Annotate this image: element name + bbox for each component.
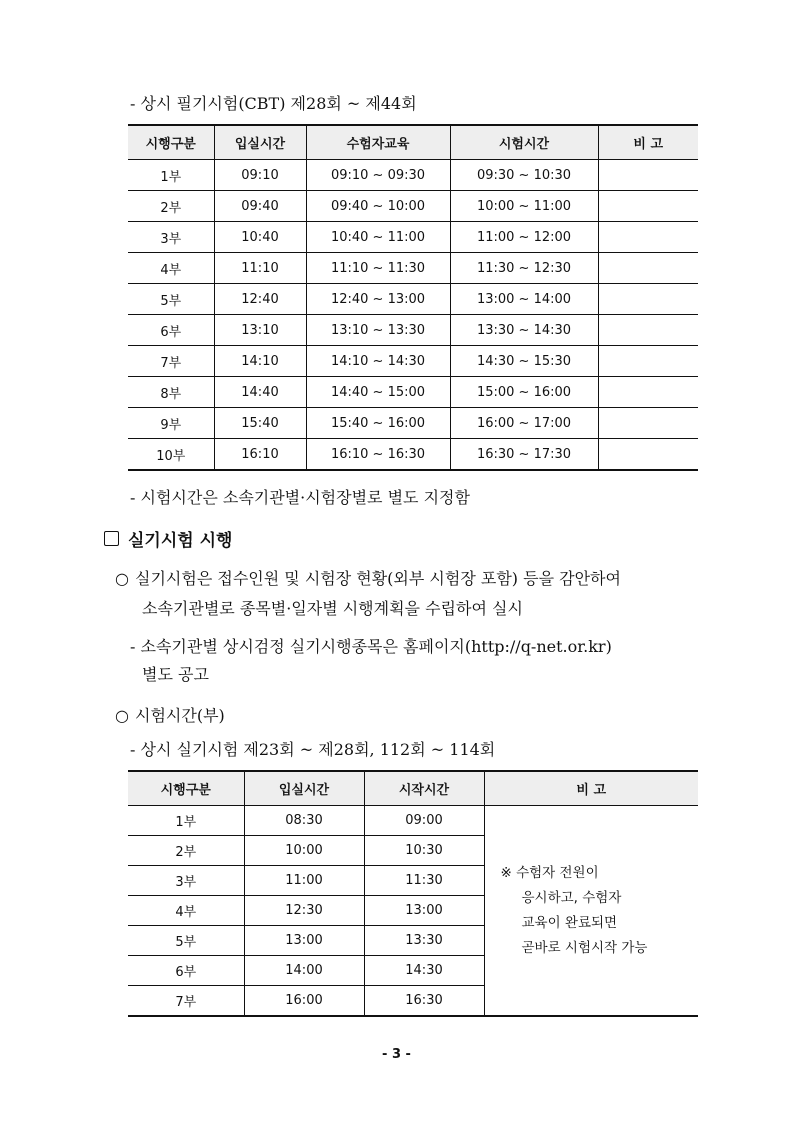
table-cell: 4부: [128, 253, 214, 284]
table-cell: 10부: [128, 439, 214, 471]
bullet-1-line2: 소속기관별로 종목별·일자별 시행계획을 수립하여 실시: [142, 599, 523, 618]
header-entry-time: 입실시간: [244, 771, 364, 806]
table-cell: 12:40: [214, 284, 306, 315]
table-cell: [598, 377, 698, 408]
table-cell: 8부: [128, 377, 214, 408]
table-cell: 14:40: [214, 377, 306, 408]
cbt-subtitle: - 상시 필기시험(CBT) 제28회 ~ 제44회: [130, 94, 417, 113]
table-cell: 15:40 ~ 16:00: [306, 408, 450, 439]
bullet-1-line1: 실기시험은 접수인원 및 시험장 현황(외부 시험장 포함) 등을 감안하여: [135, 569, 621, 588]
table-cell: 16:10 ~ 16:30: [306, 439, 450, 471]
table-cell: 11:10: [214, 253, 306, 284]
table-cell: 14:30 ~ 15:30: [450, 346, 598, 377]
table-cell: 09:40 ~ 10:00: [306, 191, 450, 222]
table-cell: 10:40 ~ 11:00: [306, 222, 450, 253]
table-cell: 11:00: [244, 866, 364, 896]
header-entry-time: 입실시간: [214, 125, 306, 160]
section-heading: [104, 526, 232, 551]
table-cell: 1부: [128, 160, 214, 191]
table-cell: 10:00 ~ 11:00: [450, 191, 598, 222]
cbt-note: - 시험시간은 소속기관별·시험장별로 별도 지정함: [130, 488, 470, 507]
table-cell: 3부: [128, 222, 214, 253]
table-cell: 15:40: [214, 408, 306, 439]
table-cell: [598, 439, 698, 471]
table-cell: 5부: [128, 926, 244, 956]
table-cell: [598, 346, 698, 377]
table-cell: 13:30: [364, 926, 484, 956]
table-cell: 10:30: [364, 836, 484, 866]
header-session: 시행구분: [128, 771, 244, 806]
table-cell: 10:00: [244, 836, 364, 866]
table-cell: 11:30: [364, 866, 484, 896]
table-row: [128, 253, 698, 284]
table-cell: 16:00 ~ 17:00: [450, 408, 598, 439]
table-cell: 11:30 ~ 12:30: [450, 253, 598, 284]
table-row: [128, 284, 698, 315]
circle-bullet-icon: ○: [115, 706, 129, 725]
table-cell: [598, 315, 698, 346]
bullet-2: [115, 703, 225, 726]
table-cell: 13:10: [214, 315, 306, 346]
table-cell: [598, 408, 698, 439]
table-cell: 09:40: [214, 191, 306, 222]
table-cell: 2부: [128, 191, 214, 222]
page-number: - 3 -: [382, 1047, 411, 1062]
remark-line: 곧바로 시험시작 가능: [521, 939, 648, 956]
table-header-row: [128, 125, 698, 160]
table-cell: 16:00: [244, 986, 364, 1017]
bullet-2-text: 시험시간(부): [135, 706, 225, 725]
table-cell: [598, 160, 698, 191]
table-cell: [598, 222, 698, 253]
practical-schedule-table: [128, 770, 698, 1017]
table-cell: 14:10 ~ 14:30: [306, 346, 450, 377]
header-orientation: 수험자교육: [306, 125, 450, 160]
remarks-cell: [484, 806, 698, 1017]
table-cell: 13:00: [244, 926, 364, 956]
circle-bullet-icon: ○: [115, 569, 129, 588]
table-cell: 4부: [128, 896, 244, 926]
table-cell: 13:00 ~ 14:00: [450, 284, 598, 315]
header-session: 시행구분: [128, 125, 214, 160]
table-row: [128, 806, 698, 836]
table-row: [128, 408, 698, 439]
square-bullet-icon: [104, 531, 119, 546]
table-cell: 6부: [128, 956, 244, 986]
table-row: [128, 346, 698, 377]
table-cell: 16:10: [214, 439, 306, 471]
table-row: [128, 377, 698, 408]
sub-item-1-line2: 별도 공고: [142, 665, 209, 684]
remark-line: 교육이 완료되면: [521, 914, 618, 931]
table-cell: 7부: [128, 986, 244, 1017]
table-cell: 11:10 ~ 11:30: [306, 253, 450, 284]
cbt-schedule-table: [128, 124, 698, 471]
table-row: [128, 191, 698, 222]
bullet-1: [115, 566, 621, 589]
sub-item-1-line1: - 소속기관별 상시검정 실기시행종목은 홈페이지(http://q-net.or.kr): [130, 637, 612, 656]
table-row: [128, 222, 698, 253]
table-cell: [598, 253, 698, 284]
table-cell: 15:00 ~ 16:00: [450, 377, 598, 408]
section-heading-text: 실기시험 시행: [128, 531, 233, 551]
remark-line: 응시하고, 수험자: [521, 889, 622, 906]
table-cell: 09:00: [364, 806, 484, 836]
header-remarks: 비 고: [598, 125, 698, 160]
table-cell: 9부: [128, 408, 214, 439]
table-cell: 6부: [128, 315, 214, 346]
practical-subtitle: - 상시 실기시험 제23회 ~ 제28회, 112회 ~ 114회: [130, 740, 496, 759]
table-cell: 14:10: [214, 346, 306, 377]
remark-line: ※ 수험자 전원이: [500, 864, 599, 881]
table-cell: 14:00: [244, 956, 364, 986]
table-cell: 14:40 ~ 15:00: [306, 377, 450, 408]
table-cell: 2부: [128, 836, 244, 866]
table-cell: 11:00 ~ 12:00: [450, 222, 598, 253]
table-cell: 12:40 ~ 13:00: [306, 284, 450, 315]
table-cell: 5부: [128, 284, 214, 315]
header-exam-time: 시험시간: [450, 125, 598, 160]
table-cell: 09:10: [214, 160, 306, 191]
table-cell: 16:30 ~ 17:30: [450, 439, 598, 471]
table-cell: 14:30: [364, 956, 484, 986]
table-row: [128, 315, 698, 346]
table-cell: 3부: [128, 866, 244, 896]
table-cell: 13:30 ~ 14:30: [450, 315, 598, 346]
table-cell: 13:10 ~ 13:30: [306, 315, 450, 346]
table-header-row: [128, 771, 698, 806]
table-cell: 10:40: [214, 222, 306, 253]
table-cell: 09:30 ~ 10:30: [450, 160, 598, 191]
header-start-time: 시작시간: [364, 771, 484, 806]
header-remarks: 비 고: [484, 771, 698, 806]
table-cell: 13:00: [364, 896, 484, 926]
table-cell: 7부: [128, 346, 214, 377]
table-cell: 1부: [128, 806, 244, 836]
table-cell: 12:30: [244, 896, 364, 926]
table-row: [128, 439, 698, 471]
table-cell: 08:30: [244, 806, 364, 836]
table-cell: 09:10 ~ 09:30: [306, 160, 450, 191]
table-cell: [598, 284, 698, 315]
table-row: [128, 160, 698, 191]
table-cell: [598, 191, 698, 222]
table-cell: 16:30: [364, 986, 484, 1017]
